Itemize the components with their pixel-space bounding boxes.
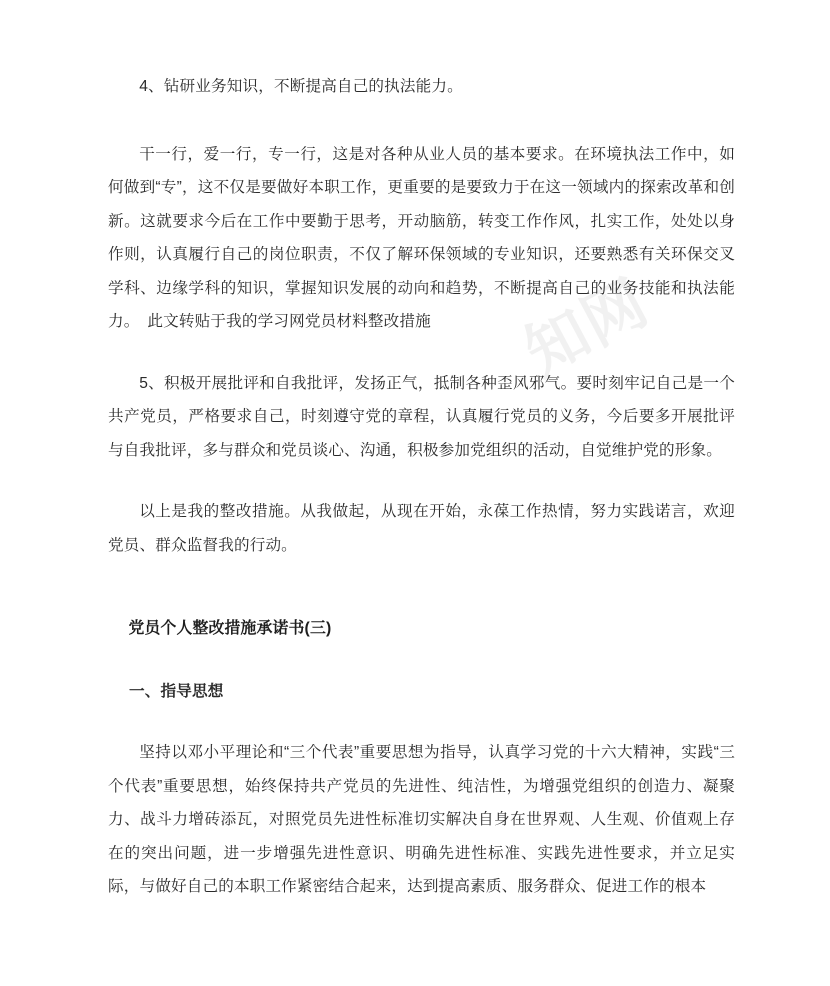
paragraph-spacer	[108, 130, 735, 138]
paragraph-professional-focus: 干一行，爱一行，专一行，这是对各种从业人员的基本要求。在环境执法工作中，如何做到“专”，这不仅是要做好本职工作，更重要的是要致力于在这一领域内的探索改革和创新。这就要求今后在工作中要勤于思考，开动脑筋，转变工作作风，扎实工作，处处以身作则，认真履行自己的岗位职责，不仅了解环保领域的专业知识，还要熟悉有关环保交叉学科、边缘学科的知识，掌握知识发展的动向和趋势，不断提高自己的业务技能和执法能力。 此文转贴于我的学习网党员材料整改措施	[108, 145, 735, 330]
paragraph-item-5: 5、积极开展批评和自我批评，发扬正气，抵制各种歪风邪气。要时刻牢记自己是一个共产党员，严格要求自己，时刻遵守党的章程，认真履行党员的义务，今后要多开展批评与自我批评，多与群众和党员谈心、沟通，积极参加党组织的活动，自觉维护党的形象。	[108, 374, 735, 459]
section-spacer	[108, 590, 735, 612]
paragraph-conclusion: 以上是我的整改措施。从我做起，从现在开始，永葆工作热情，努力实践诺言，欢迎党员、群众监督我的行动。	[108, 503, 735, 554]
paragraph-guiding-ideology: 坚持以邓小平理论和“三个代表”重要思想为指导，认真学习党的十六大精神，实践“三个代表”重要思想，始终保持共产党员的先进性、纯洁性，为增强党组织的创造力、凝聚力、战斗力增砖添瓦，对照党员先进性标准切实解决自身在世界观、人生观、价值观上存在的突出问题，进一步增强先进性意识、明确先进性标准、实践先进性要求，并立足实际，与做好自己的本职工作紧密结合起来，达到提高素质、服务群众、促进工作的根本	[108, 744, 735, 895]
watermark-knowledge-net: 知网	[514, 267, 660, 389]
paragraph-item-4: 4、钻研业务知识，不断提高自己的执法能力。	[139, 78, 463, 95]
section-title-heading: 党员个人整改措施承诺书(三)	[128, 620, 332, 637]
subsection-guiding-ideology-heading: 一、指导思想	[129, 683, 224, 700]
